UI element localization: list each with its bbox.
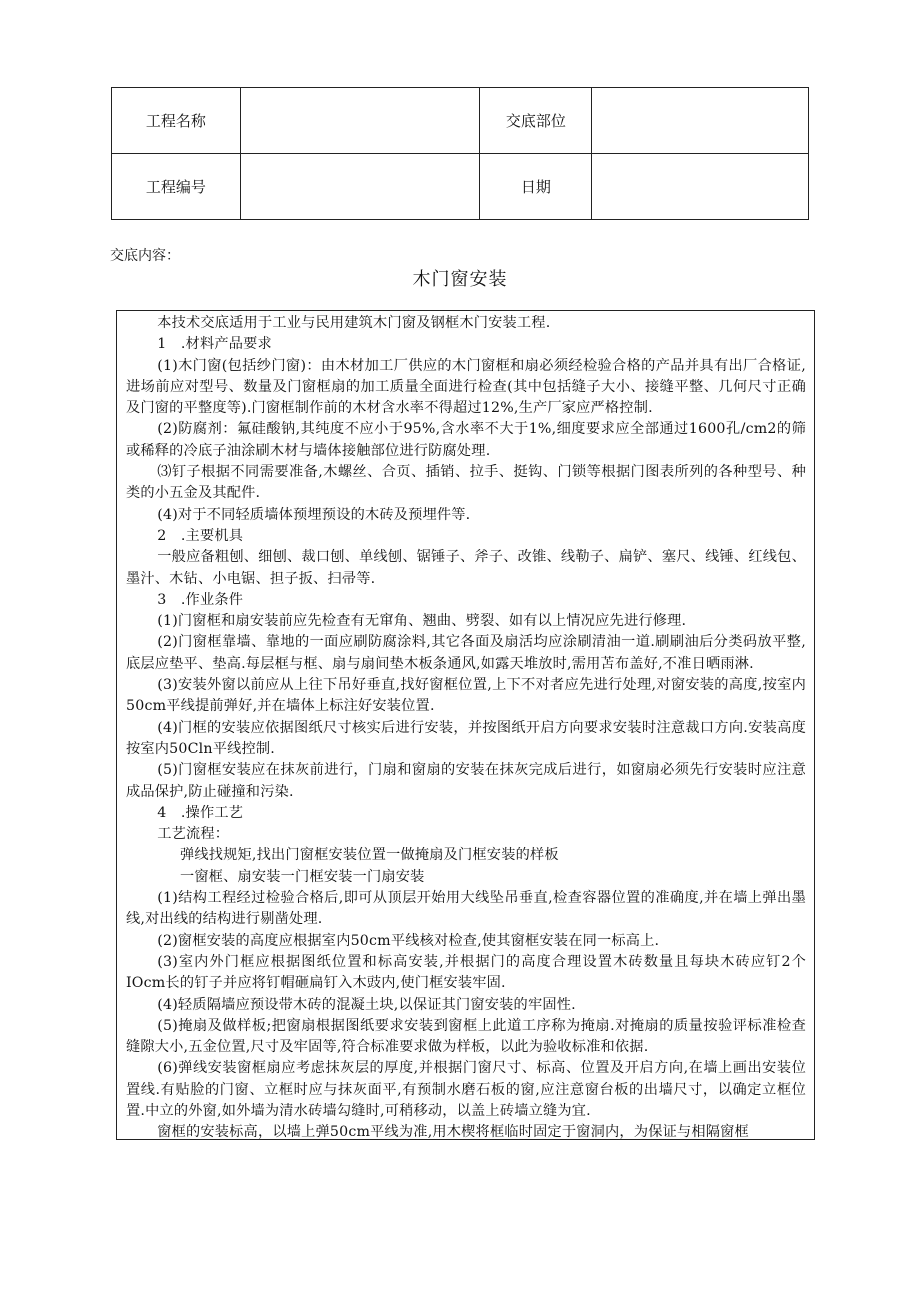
paragraph: (1)门窗框和扇安装前应先检查有无窜角、翘曲、劈裂、如有以上情况应先进行修理. — [157, 613, 687, 630]
handover-part-label: 交底部位 — [480, 88, 592, 154]
date-value — [592, 154, 809, 220]
paragraph: (3)室内外门框应根据图纸位置和标高安装,并根据门的高度合理设置木砖数量且每块木砖应钉2个IOcm长的钉子并应将钉帽砸扁钉入木豉内,使门框安装牢固. — [126, 953, 806, 992]
paragraph: (4)轻质隔墙应预设带木砖的混凝土块,以保证其门窗安装的牢固性. — [157, 996, 576, 1013]
project-name-value — [240, 88, 480, 154]
date-label: 日期 — [480, 154, 592, 220]
document-title: 木门窗安装 — [412, 269, 508, 290]
paragraph: (3)安装外窗以前应从上往下吊好垂直,找好窗框位置,上下不对者应先进行处理,对窗安装的高度,按室内50cm平线提前弹好,并在墙体上标注好安装位置. — [126, 677, 806, 715]
paragraph: (1)结构工程经过检验合格后,即可从顶层开始用大线坠吊垂直,检查容器位置的准确度,并在墙上弹出墨线,对出线的结构进行剔凿处理. — [126, 890, 806, 928]
content-label: 交底内容： — [110, 248, 180, 264]
paragraph: (2)防腐剂：氟硅酸钠,其纯度不应小于95%,含水率不大于1%,细度要求应全部通过1600孔/cm2的筛或稀释的冷底子油涂刷木材与墙体接触部位进行防腐处理. — [126, 421, 806, 459]
paragraph: (2)门窗框靠墙、靠地的一面应刷防腐涂料,其它各面及扇活均应涂刷清油一道.刷刷油后分类码放平整,底层应垫平、垫高.每层框与框、扇与扇间垫木板条通风,如露天堆放时,需用苫布盖好,不准日晒雨淋. — [126, 634, 806, 672]
paragraph: (6)弹线安装窗框扇应考虑抹灰层的厚度,并根据门窗尺寸、标高、位置及开启方向,在墙上画出安装位置线.有贴脸的门窗、立框时应与抹灰面平,有预制水磨石板的窗,应注意窗台板的出墙尺寸，以确定立框位置.中立的外窗,如外墙为清水砖墙勾缝时,可稍移动，以盖上砖墙立缝为宜. — [126, 1060, 806, 1119]
paragraph: ⑶钉子根据不同需要准备,木螺丝、合页、插销、拉手、挺钩、门锁等根据门图表所列的各种型号、种类的小五金及其配件. — [126, 464, 806, 502]
paragraph: 一般应备粗刨、细刨、裁口刨、单线刨、锯锤子、斧子、改锥、线勒子、扁铲、塞尺、线锤、红线包、墨汁、木钻、小电锯、担子扳、扫帚等. — [126, 549, 806, 587]
project-info-table — [111, 87, 809, 220]
project-name-label: 工程名称 — [112, 88, 241, 154]
handover-part-value — [592, 88, 809, 154]
paragraph: 3 .作业条件 — [157, 591, 244, 608]
paragraph: (1)木门窗(包括纱门窗)：由木材加工厂供应的木门窗框和扇必须经检验合格的产品并具有出厂合格证,进场前应对型号、数量及门窗框扇的加工质量全面进行检查(其中包括缝子大小、接缝平整、几何尺寸正确及门窗的平整度等).门窗框制作前的木材含水率不得超过12%,生产厂家应严格控制. — [126, 357, 806, 417]
paragraph: (4)对于不同轻质墙体预埋预设的木砖及预埋件等. — [157, 506, 471, 523]
paragraph: (5)掩扇及做样板;把窗扇根据图纸要求安装到窗框上此道工序称为掩扇.对掩扇的质量按验评标准检查缝隙大小,五金位置,尺寸及牢固等,符合标准要求做为样板，以此为验收标准和依据. — [126, 1017, 806, 1056]
paragraph: 一窗框、扇安装一门框安装一门扇安装 — [179, 868, 425, 885]
paragraph: 本技术交底适用于工业与民用建筑木门窗及钢框木门安装工程. — [157, 315, 551, 331]
paragraph: (2)窗框安装的高度应根据室内50cm平线核对检查,使其窗框安装在同一标高上. — [157, 932, 660, 949]
paragraph: 弹线找规矩,找出门窗框安装位置一做掩扇及门框安装的样板 — [179, 847, 559, 864]
table-row — [112, 154, 809, 220]
paragraph: 2 .主要机具 — [157, 527, 244, 544]
paragraph: 工艺流程： — [157, 826, 230, 843]
table-row — [112, 88, 809, 154]
content-body — [116, 310, 815, 1140]
project-no-value — [240, 154, 480, 220]
paragraph: (5)门窗框安装应在抹灰前进行，门扇和窗扇的安装在抹灰完成后进行，如窗扇必须先行安装时应注意成品保护,防止碰撞和污染. — [126, 762, 806, 800]
paragraph: 1 .材料产品要求 — [157, 336, 272, 353]
paragraph: 窗框的安装标高，以墙上弹50cm平线为准,用木楔将框临时固定于窗洞内，为保证与相隔窗框 — [157, 1124, 749, 1141]
paragraph: 4 .操作工艺 — [157, 804, 244, 821]
project-no-label: 工程编号 — [112, 154, 241, 220]
paragraph: (4)门框的安装应依据图纸尺寸核实后进行安装，并按图纸开启方向要求安装时注意裁口方向.安装高度按室内50Cln平线控制. — [126, 719, 806, 757]
